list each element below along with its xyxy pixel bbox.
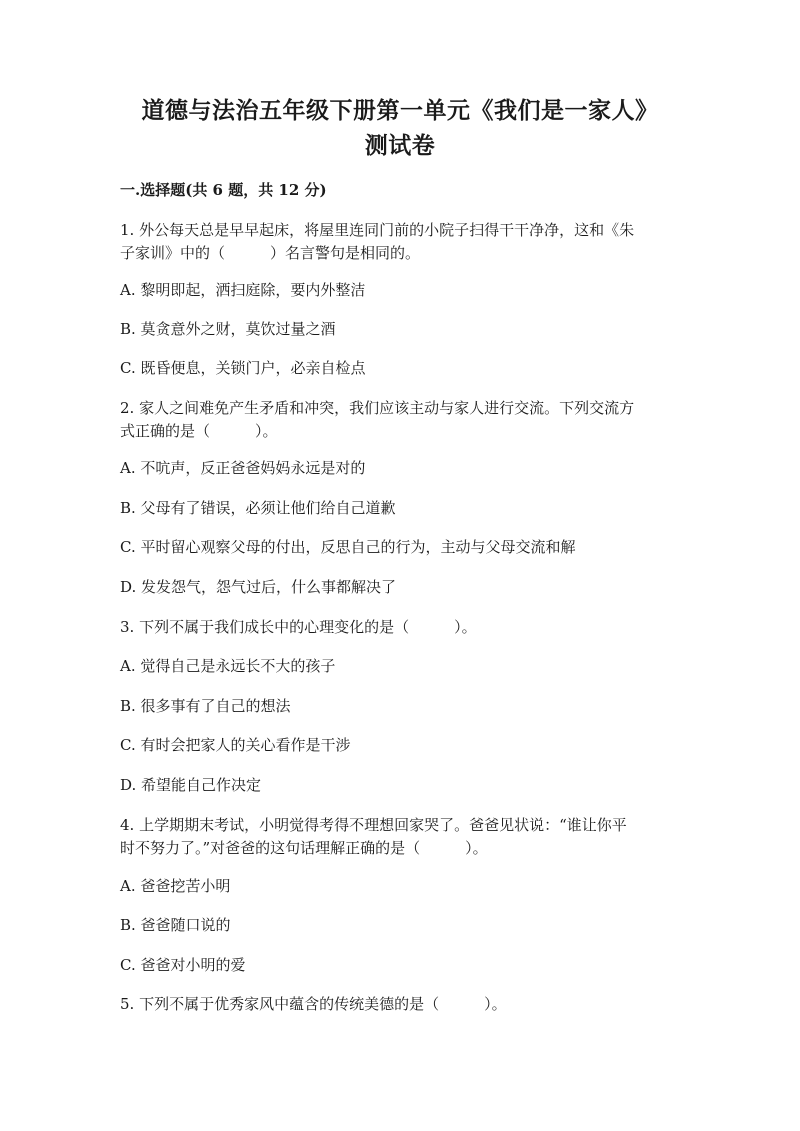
question-4-stem-line-1: 4. 上学期期末考试，小明觉得考得不理想回家哭了。爸爸见状说：“谁让你平 xyxy=(120,816,627,834)
document-title-line-2: 测试卷 xyxy=(364,132,436,159)
question-4-option-c: C. 爸爸对小明的爱 xyxy=(120,956,246,974)
question-5-stem-line-1: 5. 下列不属于优秀家风中蕴含的传统美德的是（ ）。 xyxy=(120,995,507,1013)
question-1-option-c: C. 既昏便息，关锁门户，必亲自检点 xyxy=(120,359,366,377)
question-2-stem-line-1: 2. 家人之间难免产生矛盾和冲突，我们应该主动与家人进行交流。下列交流方 xyxy=(120,399,635,417)
question-3-option-b: B. 很多事有了自己的想法 xyxy=(120,697,291,715)
question-1-stem-line-2: 子家训》中的（ ）名言警句是相同的。 xyxy=(120,244,421,262)
question-4-option-a: A. 爸爸挖苦小明 xyxy=(120,877,231,895)
question-4-option-b: B. 爸爸随口说的 xyxy=(120,916,231,934)
question-2-stem-line-2: 式正确的是（ ）。 xyxy=(120,422,278,440)
question-4-stem-line-2: 时不努力了。”对爸爸的这句话理解正确的是（ ）。 xyxy=(120,839,488,857)
question-3-option-c: C. 有时会把家人的关心看作是干涉 xyxy=(120,736,351,754)
question-3-stem-line-1: 3. 下列不属于我们成长中的心理变化的是（ ）。 xyxy=(120,618,477,636)
question-3-option-d: D. 希望能自己作决定 xyxy=(120,776,262,794)
question-1-stem-line-1: 1. 外公每天总是早早起床，将屋里连同门前的小院子扫得干干净净，这和《朱 xyxy=(120,221,635,239)
question-2-option-a: A. 不吭声，反正爸爸妈妈永远是对的 xyxy=(120,459,366,477)
question-2-option-b: B. 父母有了错误，必须让他们给自己道歉 xyxy=(120,499,396,517)
question-1-option-a: A. 黎明即起，洒扫庭除，要内外整洁 xyxy=(120,281,366,299)
document-title-line-1: 道德与法治五年级下册第一单元《我们是一家人》 xyxy=(141,97,659,124)
question-1-option-b: B. 莫贪意外之财，莫饮过量之酒 xyxy=(120,320,336,338)
question-3-option-a: A. 觉得自己是永远长不大的孩子 xyxy=(120,657,336,675)
section-heading: 一.选择题(共 6 题，共 12 分) xyxy=(120,181,327,199)
question-2-option-c: C. 平时留心观察父母的付出，反思自己的行为，主动与父母交流和解 xyxy=(120,538,576,556)
question-2-option-d: D. 发发怨气，怨气过后，什么事都解决了 xyxy=(120,578,397,596)
